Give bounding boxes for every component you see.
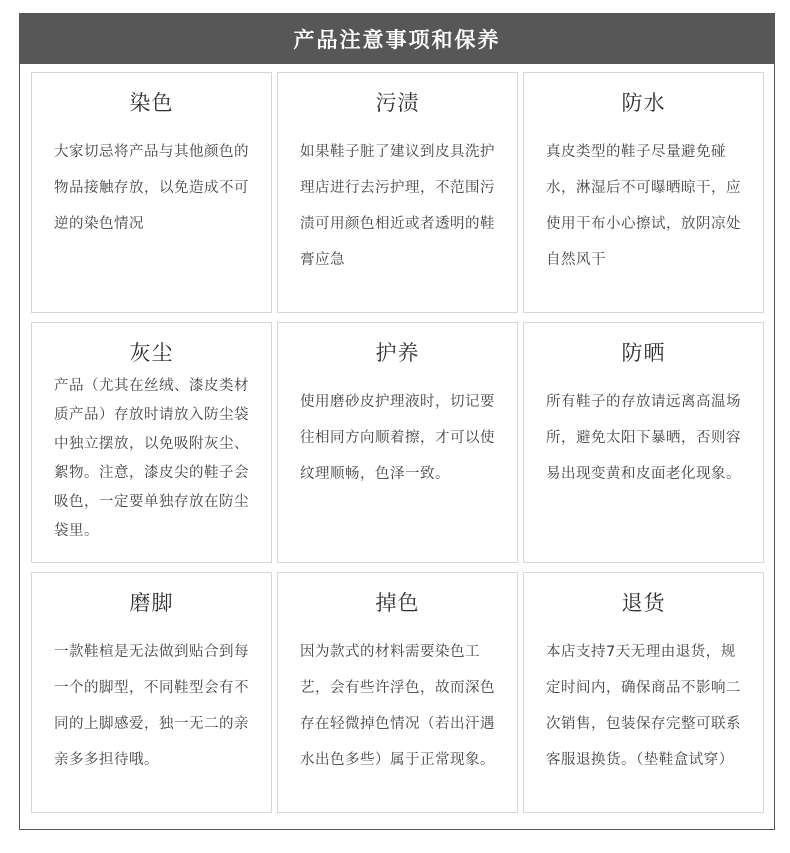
card-body: 使用磨砂皮护理液时，切记要往相同方向顺着擦，才可以使纹理顺畅，色泽一致。: [300, 394, 495, 482]
card-body: 所有鞋子的存放请远离高温场所，避免太阳下暴晒，否则容易出现变黄和皮面老化现象。: [546, 394, 741, 482]
panel-header: [20, 14, 774, 64]
card-title: 染色: [129, 91, 174, 115]
card-body: 一款鞋楦是无法做到贴合到每一个的脚型，不同鞋型会有不同的上脚感爱，独一无二的亲亲多多担待哦。: [54, 644, 249, 768]
card-body: 大家切忌将产品与其他颜色的物品接触存放，以免造成不可逆的染色情况: [54, 144, 249, 232]
card-title: 磨脚: [129, 591, 174, 615]
card-waterproof: [523, 72, 764, 313]
card-title: 防晒: [621, 341, 666, 365]
card-body: 本店支持7天无理由退货，规定时间内，确保商品不影响二次销售，包装保存完整可联系客服退换货。（垫鞋盒试穿）: [546, 644, 741, 768]
card-body: 如果鞋子脏了建议到皮具洗护理店进行去污护理，不范围污渍可用颜色相近或者透明的鞋膏应急: [300, 144, 495, 268]
card-dyeing: [31, 72, 272, 313]
card-title: 污渍: [375, 91, 420, 115]
card-foot-rubbing: [31, 572, 272, 813]
panel-title: 产品注意事项和保养: [293, 28, 501, 52]
card-title: 防水: [621, 91, 666, 115]
card-stains: [277, 72, 518, 313]
card-returns: [523, 572, 764, 813]
card-body: 因为款式的材料需要染色工艺，会有些许浮色，故而深色存在轻微掉色情况（若出汗遇水出色多些）属于正常现象。: [300, 644, 495, 768]
card-maintenance: [277, 322, 518, 563]
care-grid: [31, 72, 764, 817]
card-color-fading: [277, 572, 518, 813]
card-dust: [31, 322, 272, 563]
card-title: 灰尘: [129, 341, 174, 365]
card-title: 退货: [621, 591, 666, 615]
card-title: 护养: [375, 341, 420, 365]
card-body: 真皮类型的鞋子尽量避免碰水，淋湿后不可曝晒晾干，应使用干布小心擦试，放阴凉处自然风干: [546, 144, 741, 268]
card-body: 产品（尤其在丝绒、漆皮类材质产品）存放时请放入防尘袋中独立摆放，以免吸附灰尘、絮物。注意，漆皮尖的鞋子会吸色，一定要单独存放在防尘袋里。: [54, 378, 249, 539]
card-sun-protection: [523, 322, 764, 563]
care-notice-panel: [19, 13, 775, 830]
card-title: 掉色: [375, 591, 420, 615]
